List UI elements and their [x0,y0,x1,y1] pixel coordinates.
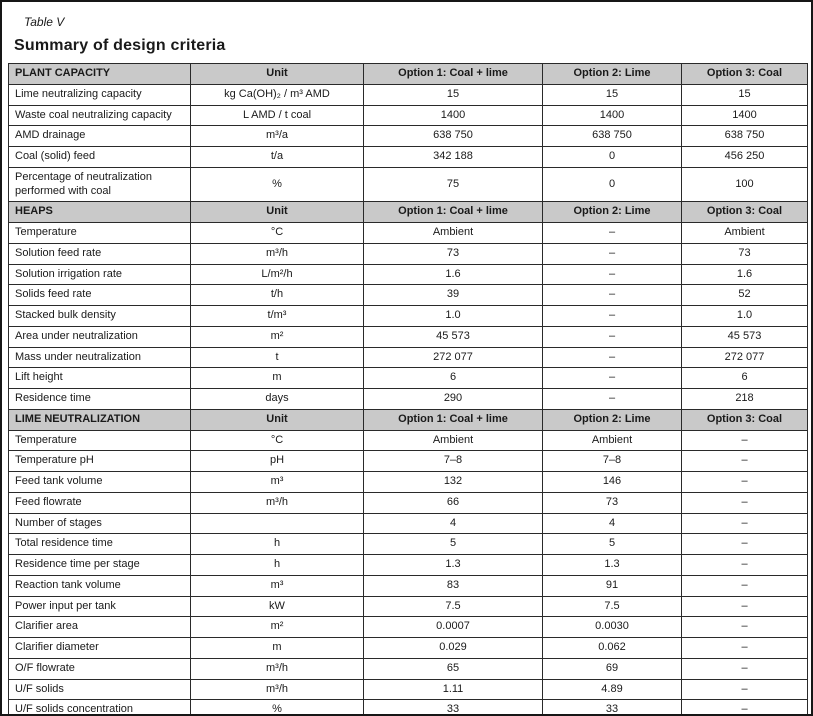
parameter-cell: U/F solids concentration [9,700,191,716]
table-row [9,126,808,147]
table-row [9,451,808,472]
value-cell: 69 [543,658,682,679]
option-column-header: Option 3: Coal [682,64,808,85]
option-column-header: Option 3: Coal [682,202,808,223]
value-cell: 4 [364,513,543,534]
value-cell: – [543,243,682,264]
table-row [9,223,808,244]
parameter-cell: Waste coal neutralizing capacity [9,105,191,126]
value-cell: 272 077 [364,347,543,368]
value-cell: – [682,700,808,716]
table-row [9,306,808,327]
parameter-cell: Feed flowrate [9,492,191,513]
unit-cell: t/m³ [191,306,364,327]
value-cell: – [682,555,808,576]
parameter-cell: Feed tank volume [9,472,191,493]
parameter-cell: Temperature pH [9,451,191,472]
parameter-cell: Clarifier diameter [9,638,191,659]
value-cell: 15 [543,84,682,105]
value-cell: 1.11 [364,679,543,700]
unit-cell: m² [191,617,364,638]
parameter-cell: O/F flowrate [9,658,191,679]
value-cell: – [543,326,682,347]
value-cell: – [682,513,808,534]
value-cell: 132 [364,472,543,493]
option-column-header: Option 2: Lime [543,202,682,223]
value-cell: – [682,575,808,596]
value-cell: 1.3 [543,555,682,576]
table-row [9,575,808,596]
value-cell: Ambient [543,430,682,451]
value-cell: 1.3 [364,555,543,576]
value-cell: Ambient [682,223,808,244]
value-cell: – [682,658,808,679]
value-cell: 5 [543,534,682,555]
value-cell: 1.0 [364,306,543,327]
value-cell: – [682,679,808,700]
value-cell: – [682,472,808,493]
table-row [9,513,808,534]
value-cell: – [682,492,808,513]
parameter-cell: Lift height [9,368,191,389]
parameter-cell: Power input per tank [9,596,191,617]
parameter-cell: Mass under neutralization [9,347,191,368]
value-cell: – [543,264,682,285]
unit-column-header: Unit [191,409,364,430]
value-cell: 52 [682,285,808,306]
unit-cell: t/h [191,285,364,306]
value-cell: 73 [364,243,543,264]
value-cell: 1.0 [682,306,808,327]
value-cell: 15 [682,84,808,105]
parameter-cell: Number of stages [9,513,191,534]
value-cell: 6 [364,368,543,389]
unit-cell: t [191,347,364,368]
value-cell: 73 [682,243,808,264]
unit-cell: h [191,555,364,576]
table-row [9,105,808,126]
section-title: LIME NEUTRALIZATION [9,409,191,430]
value-cell: 45 573 [364,326,543,347]
parameter-cell: Solids feed rate [9,285,191,306]
value-cell: 75 [364,167,543,202]
table-row [9,84,808,105]
value-cell: 5 [364,534,543,555]
unit-cell: % [191,700,364,716]
parameter-cell: Reaction tank volume [9,575,191,596]
value-cell: – [682,617,808,638]
value-cell: – [682,534,808,555]
value-cell: 272 077 [682,347,808,368]
section-header-row [9,64,808,85]
unit-cell: L AMD / t coal [191,105,364,126]
section-header-row [9,409,808,430]
unit-cell: % [191,167,364,202]
value-cell: 7–8 [364,451,543,472]
value-cell: 638 750 [682,126,808,147]
unit-column-header: Unit [191,64,364,85]
table-row [9,347,808,368]
unit-cell: t/a [191,147,364,168]
option-column-header: Option 3: Coal [682,409,808,430]
table-row [9,472,808,493]
unit-cell: m² [191,326,364,347]
parameter-cell: Temperature [9,223,191,244]
section-title: HEAPS [9,202,191,223]
value-cell: 1.6 [682,264,808,285]
table-row [9,700,808,716]
unit-cell: m [191,638,364,659]
value-cell: Ambient [364,430,543,451]
value-cell: – [543,306,682,327]
value-cell: 0.0030 [543,617,682,638]
table-caption: Table V [24,15,65,29]
value-cell: 33 [364,700,543,716]
table-row [9,596,808,617]
table-row [9,326,808,347]
table-row [9,492,808,513]
value-cell: 39 [364,285,543,306]
parameter-cell: U/F solids [9,679,191,700]
value-cell: 4 [543,513,682,534]
table-row [9,679,808,700]
parameter-cell: Solution irrigation rate [9,264,191,285]
unit-cell: m³ [191,575,364,596]
value-cell: 33 [543,700,682,716]
value-cell: 6 [682,368,808,389]
value-cell: – [682,596,808,617]
parameter-cell: Percentage of neutralization performed with coal [9,167,191,202]
value-cell: 456 250 [682,147,808,168]
table-row [9,368,808,389]
table-row [9,285,808,306]
value-cell: – [543,223,682,244]
value-cell: 0.029 [364,638,543,659]
unit-column-header: Unit [191,202,364,223]
unit-cell: m³/h [191,679,364,700]
value-cell: – [543,368,682,389]
parameter-cell: Clarifier area [9,617,191,638]
value-cell: – [543,285,682,306]
parameter-cell: Residence time per stage [9,555,191,576]
value-cell: 91 [543,575,682,596]
parameter-cell: Total residence time [9,534,191,555]
value-cell: 83 [364,575,543,596]
value-cell: 45 573 [682,326,808,347]
option-column-header: Option 1: Coal + lime [364,409,543,430]
value-cell: 7.5 [364,596,543,617]
table-row [9,534,808,555]
unit-cell: m³/h [191,492,364,513]
value-cell: 4.89 [543,679,682,700]
unit-cell: °C [191,430,364,451]
section-header-row [9,202,808,223]
parameter-cell: Coal (solid) feed [9,147,191,168]
value-cell: 1.6 [364,264,543,285]
value-cell: 1400 [364,105,543,126]
unit-cell: L/m²/h [191,264,364,285]
table-body [9,64,808,716]
option-column-header: Option 2: Lime [543,64,682,85]
value-cell: 65 [364,658,543,679]
value-cell: 0 [543,147,682,168]
parameter-cell: Stacked bulk density [9,306,191,327]
value-cell: 1400 [682,105,808,126]
value-cell: – [682,430,808,451]
value-cell: 66 [364,492,543,513]
table-row [9,243,808,264]
parameter-cell: Temperature [9,430,191,451]
table-row [9,264,808,285]
unit-cell: h [191,534,364,555]
parameter-cell: Solution feed rate [9,243,191,264]
value-cell: 0.062 [543,638,682,659]
unit-cell: kW [191,596,364,617]
value-cell: – [543,347,682,368]
table-row [9,617,808,638]
unit-cell: m [191,368,364,389]
unit-cell: m³ [191,472,364,493]
table-title: Summary of design criteria [14,37,226,54]
table-row [9,167,808,202]
table-row [9,430,808,451]
option-column-header: Option 1: Coal + lime [364,64,543,85]
unit-cell: m³/a [191,126,364,147]
design-criteria-table [8,63,808,716]
table-row [9,555,808,576]
table-row [9,147,808,168]
parameter-cell: Lime neutralizing capacity [9,84,191,105]
option-column-header: Option 1: Coal + lime [364,202,543,223]
value-cell: 100 [682,167,808,202]
parameter-cell: AMD drainage [9,126,191,147]
unit-cell: °C [191,223,364,244]
option-column-header: Option 2: Lime [543,409,682,430]
table-row [9,638,808,659]
unit-cell: m³/h [191,658,364,679]
unit-cell: pH [191,451,364,472]
value-cell: – [682,638,808,659]
unit-cell [191,513,364,534]
value-cell: 73 [543,492,682,513]
value-cell: 7–8 [543,451,682,472]
value-cell: 638 750 [543,126,682,147]
value-cell: Ambient [364,223,543,244]
value-cell: 1400 [543,105,682,126]
value-cell: 638 750 [364,126,543,147]
unit-cell: m³/h [191,243,364,264]
value-cell: 342 188 [364,147,543,168]
value-cell: – [682,451,808,472]
table-row [9,658,808,679]
value-cell: 0 [543,167,682,202]
value-cell: 7.5 [543,596,682,617]
value-cell: 290 [364,389,543,410]
value-cell: 15 [364,84,543,105]
unit-cell: kg Ca(OH)₂ / m³ AMD [191,84,364,105]
value-cell: 218 [682,389,808,410]
value-cell: 146 [543,472,682,493]
parameter-cell: Area under neutralization [9,326,191,347]
value-cell: – [543,389,682,410]
parameter-cell: Residence time [9,389,191,410]
section-title: PLANT CAPACITY [9,64,191,85]
unit-cell: days [191,389,364,410]
table-row [9,389,808,410]
value-cell: 0.0007 [364,617,543,638]
